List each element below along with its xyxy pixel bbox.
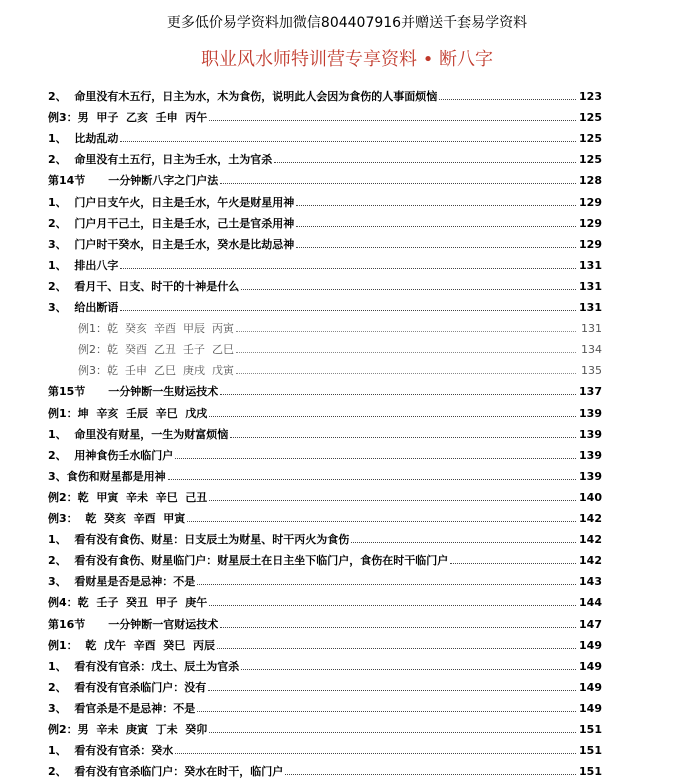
toc-entry-title: 1、 看有没有官杀：癸水 [48, 744, 174, 758]
toc-entry-title: 2、 命里没有土五行，日主为壬水，土为官杀 [48, 153, 273, 167]
toc-entry-page: 139 [579, 448, 602, 462]
toc-entry-page: 131 [581, 322, 602, 336]
toc-entry[interactable] [48, 715, 602, 736]
toc-entry-title: 第16节 一分钟断一官财运技术 [48, 617, 219, 631]
dot-leader [351, 542, 576, 543]
toc-entry-page: 143 [579, 575, 602, 589]
toc-entry[interactable] [48, 377, 602, 398]
toc-entry-page: 125 [579, 153, 602, 167]
toc-entry-title: 例2：乾 癸酉 乙丑 壬子 乙巳 [78, 343, 234, 357]
dot-leader [120, 310, 576, 311]
toc-entry-page: 131 [579, 279, 602, 293]
toc-entry[interactable] [48, 673, 602, 694]
dot-leader [168, 479, 576, 480]
toc-entry[interactable] [48, 293, 602, 314]
toc-entry-page: 139 [579, 469, 602, 483]
dot-leader [209, 732, 576, 733]
dot-leader [439, 99, 576, 100]
toc-entry[interactable] [48, 209, 602, 230]
toc-entry[interactable] [48, 166, 602, 187]
toc-entry-title: 3、食伤和财星都是用神 [48, 469, 166, 483]
toc-entry-title: 1、 比劫乱动 [48, 132, 119, 146]
toc-entry-title: 3、 看财星是否是忌神：不是 [48, 575, 196, 589]
toc-entry[interactable] [48, 420, 602, 441]
toc-entry[interactable] [48, 610, 602, 631]
toc-entry-title: 2、 命里没有木五行，日主为水，木为食伤，说明此人会因为食伤的人事面烦恼 [48, 90, 438, 103]
toc-entry-page: 131 [579, 301, 602, 314]
toc-entry-title: 例3：乾 壬申 乙巳 庚戌 戊寅 [78, 364, 234, 378]
toc-entry[interactable] [48, 652, 602, 673]
dot-leader [296, 247, 576, 248]
toc-entry-title: 第15节 一分钟断一生财运技术 [48, 385, 219, 399]
toc-entry-page: 151 [579, 723, 602, 736]
toc-entry-page: 125 [579, 132, 602, 146]
toc-entry-page: 125 [579, 111, 602, 125]
toc-entry[interactable] [48, 399, 602, 420]
toc-entry-page: 131 [579, 258, 602, 272]
toc-entry-title: 3、 给出断语 [48, 301, 119, 314]
toc-entry[interactable] [48, 525, 602, 546]
toc-entry-title: 例4：乾 壬子 癸丑 甲子 庚午 [48, 596, 208, 610]
toc-entry-page: 129 [579, 237, 602, 251]
dot-leader [217, 648, 576, 649]
toc-entry[interactable] [78, 356, 602, 377]
dot-leader [285, 774, 576, 775]
toc-entry[interactable] [48, 757, 602, 778]
dot-leader [296, 226, 576, 227]
toc-entry-page: 149 [579, 680, 602, 694]
toc-entry[interactable] [48, 230, 602, 251]
toc-entry-page: 142 [579, 554, 602, 568]
toc-entry[interactable] [78, 314, 602, 335]
dot-leader [208, 690, 576, 691]
toc-entry-page: 139 [579, 427, 602, 441]
toc-entry-title: 例1： 乾 戊午 辛酉 癸巳 丙辰 [48, 638, 215, 652]
dot-leader [450, 563, 576, 564]
toc-entry[interactable] [48, 504, 602, 525]
toc-entry[interactable] [48, 251, 602, 272]
toc-entry-page: 128 [579, 174, 602, 188]
dot-leader [120, 268, 576, 269]
toc-entry-title: 1、 排出八字 [48, 258, 119, 272]
toc-entry-page: 149 [579, 659, 602, 673]
toc-entry-page: 142 [579, 512, 602, 525]
toc-entry-page: 142 [579, 533, 602, 547]
dot-leader [120, 141, 576, 142]
toc-entry[interactable] [48, 441, 602, 462]
toc-entry-page: 144 [579, 596, 602, 610]
toc-entry-page: 140 [579, 490, 602, 504]
dot-leader [175, 753, 576, 754]
toc-entry-title: 例2：男 辛未 庚寅 丁未 癸卯 [48, 723, 208, 736]
dot-leader [197, 584, 576, 585]
toc-entry-title: 1、 命里没有财星，一生为财富烦恼 [48, 427, 229, 441]
dot-leader [236, 352, 576, 353]
dot-leader [220, 183, 576, 184]
toc-entry-page: 134 [581, 343, 602, 357]
toc-entry-title: 例3：男 甲子 乙亥 壬申 丙午 [48, 111, 208, 125]
dot-leader [175, 458, 576, 459]
toc-entry-page: 151 [579, 765, 602, 778]
toc-entry-title: 例2：乾 甲寅 辛未 辛巳 己丑 [48, 490, 208, 504]
toc-entry-page: 149 [579, 638, 602, 652]
dot-leader [236, 373, 576, 374]
toc-entry[interactable] [48, 483, 602, 504]
toc-entry[interactable] [48, 103, 602, 124]
toc-entry-title: 第14节 一分钟断八字之门户法 [48, 174, 219, 188]
toc-entry-title: 2、 看有没有食伤、财星临门户：财星辰土在日主坐下临门户，食伤在时干临门户 [48, 554, 449, 568]
dot-leader [187, 521, 576, 522]
toc-entry-title: 2、 看有没有官杀临门户：癸水在时干，临门户 [48, 765, 284, 778]
toc-entry-title: 3、 看官杀是不是忌神：不是 [48, 701, 196, 715]
dot-leader [274, 162, 576, 163]
toc-entry[interactable] [48, 694, 602, 715]
toc-entry[interactable] [48, 736, 602, 757]
dot-leader [220, 394, 576, 395]
dot-leader [230, 437, 576, 438]
page-title: 职业风水师特训营专享资料 • 断八字 [200, 49, 494, 70]
toc-entry[interactable] [48, 567, 602, 588]
toc-entry-title: 例3： 乾 癸亥 辛酉 甲寅 [48, 512, 186, 525]
toc-entry[interactable] [48, 631, 602, 652]
toc-entry-page: 137 [579, 385, 602, 399]
toc-entry-page: 149 [579, 701, 602, 715]
dot-leader [197, 711, 576, 712]
toc-entry[interactable] [48, 82, 602, 103]
dot-leader [241, 289, 576, 290]
toc-entry[interactable] [48, 588, 602, 609]
toc-entry-page: 135 [581, 364, 602, 378]
dot-leader [209, 120, 576, 121]
dot-leader [209, 500, 576, 501]
toc-entry-page: 147 [579, 617, 602, 631]
dot-leader [209, 605, 576, 606]
toc-entry-title: 2、 门户月干己土，日主是壬水，己土是官杀用神 [48, 216, 295, 230]
dot-leader [296, 205, 576, 206]
toc-entry-title: 例1：坤 辛亥 壬辰 辛巳 戊戌 [48, 406, 208, 420]
toc-entry-title: 1、 看有没有食伤、财星：日支辰土为财星、时干丙火为食伤 [48, 533, 350, 547]
dot-leader [209, 416, 576, 417]
toc-entry[interactable] [48, 462, 602, 483]
toc-entry[interactable] [48, 124, 602, 145]
dot-leader [241, 669, 576, 670]
toc-entry[interactable] [78, 335, 602, 356]
toc-entry-title: 2、 看有没有官杀临门户：没有 [48, 680, 207, 694]
toc-entry-title: 1、 门户日支午火，日主是壬水，午火是财星用神 [48, 195, 295, 209]
toc-entry-title: 3、 门户时干癸水，日主是壬水，癸水是比劫忌神 [48, 237, 295, 251]
toc-entry-title: 1、 看有没有官杀：戊土、辰土为官杀 [48, 659, 240, 673]
toc-entry-page: 129 [579, 195, 602, 209]
toc-entry[interactable] [48, 272, 602, 293]
toc-entry-title: 例1：乾 癸亥 辛酉 甲辰 丙寅 [78, 322, 234, 336]
dot-leader [236, 331, 576, 332]
toc-entry-page: 129 [579, 216, 602, 230]
toc-entry-page: 123 [579, 90, 602, 103]
toc-entry-title: 2、 用神食伤壬水临门户 [48, 448, 174, 462]
dot-leader [220, 627, 576, 628]
promo-banner: 更多低价易学资料加微信804407916并赠送千套易学资料 [166, 15, 528, 31]
toc-entry-title: 2、 看月干、日支、时干的十神是什么 [48, 279, 240, 293]
toc-entry[interactable] [48, 546, 602, 567]
toc-entry[interactable] [48, 145, 602, 166]
toc-entry[interactable] [48, 188, 602, 209]
toc-entry-page: 139 [579, 406, 602, 420]
toc-entry-page: 151 [579, 744, 602, 758]
